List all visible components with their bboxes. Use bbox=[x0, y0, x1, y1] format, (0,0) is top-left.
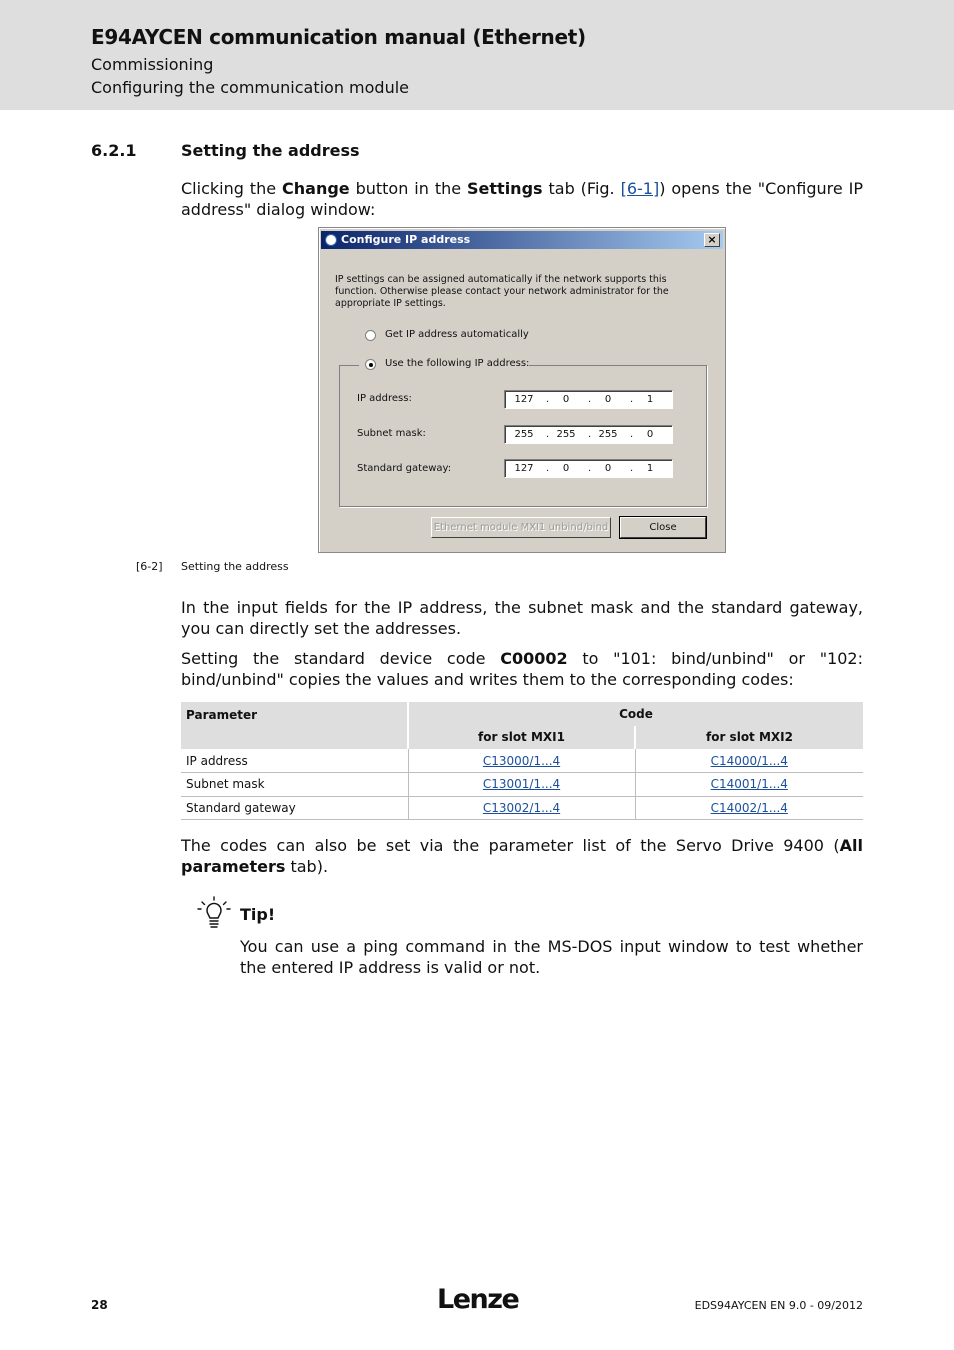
section-heading bbox=[91, 141, 360, 160]
code-link[interactable]: C13001/1...4 bbox=[482, 777, 561, 792]
gateway-label: Standard gateway: bbox=[357, 463, 452, 474]
octet: 255 bbox=[556, 429, 576, 440]
code-link[interactable]: C13000/1...4 bbox=[482, 753, 561, 768]
para4-text-1: The codes can also be set via the parameter list of the Servo Drive 9400 ( bbox=[181, 836, 840, 855]
header-code: Code bbox=[408, 702, 863, 726]
octet: 0 bbox=[604, 394, 612, 405]
breadcrumb-section: Configuring the communication module bbox=[91, 78, 410, 97]
intro-text-2: button in the bbox=[349, 179, 468, 198]
tip-text: You can use a ping command in the MS-DOS input window to test whether the entered IP address is valid or not. bbox=[240, 937, 863, 977]
header-parameter: Parameter bbox=[181, 702, 408, 749]
subnet-mask-label: Subnet mask: bbox=[357, 428, 426, 439]
close-button[interactable]: Close bbox=[620, 517, 706, 538]
ip-address-input[interactable]: 127 . 0 . 0 . 1 bbox=[504, 390, 673, 409]
table-row bbox=[181, 773, 863, 797]
document-id: EDS94AYCEN EN 9.0 - 09/2012 bbox=[694, 1299, 863, 1312]
octet: 0 bbox=[562, 394, 570, 405]
code-link[interactable]: C14001/1...4 bbox=[710, 777, 788, 792]
figure-number: [6-2] bbox=[136, 560, 163, 573]
figure-link-6-1[interactable]: [6-1] bbox=[620, 179, 660, 198]
mxi1-code-cell bbox=[408, 749, 635, 773]
lightbulb-icon bbox=[196, 896, 232, 930]
table-row bbox=[181, 749, 863, 773]
lenze-logo: Lenze bbox=[437, 1284, 519, 1315]
param-cell: IP address bbox=[181, 749, 408, 773]
all-parameters-bold: All parameters bbox=[181, 836, 863, 876]
para3-text-2: to "101: bind/unbind" or "102: bind/unbind" copies the values and writes them to the corresponding codes: bbox=[181, 649, 863, 689]
radio-manual-ip[interactable] bbox=[365, 359, 376, 370]
paragraph-parameter-list bbox=[181, 835, 863, 877]
dialog-titlebar bbox=[321, 231, 723, 249]
octet: 255 bbox=[598, 429, 618, 440]
section-number: 6.2.1 bbox=[91, 141, 137, 160]
octet: 0 bbox=[562, 463, 570, 474]
paragraph-device-code bbox=[181, 648, 863, 690]
radio-manual-ip-label: Use the following IP address: bbox=[385, 358, 530, 369]
octet: 1 bbox=[646, 463, 654, 474]
breadcrumb-chapter: Commissioning bbox=[91, 55, 214, 74]
code-link[interactable]: C14000/1...4 bbox=[710, 753, 788, 768]
radio-auto-ip[interactable] bbox=[365, 330, 376, 341]
intro-text-1: Clicking the bbox=[181, 179, 283, 198]
intro-bold-change: Change bbox=[282, 179, 350, 198]
octet: 127 bbox=[514, 394, 534, 405]
code-link[interactable]: C13002/1...4 bbox=[482, 800, 561, 815]
ip-address-label: IP address: bbox=[357, 393, 412, 404]
gateway-input[interactable]: 127 . 0 . 0 . 1 bbox=[504, 459, 673, 478]
paragraph-input-fields: In the input fields for the IP address, the subnet mask and the standard gateway, you can directly set the addresses. bbox=[181, 598, 863, 638]
octet: 1 bbox=[646, 394, 654, 405]
octet: 0 bbox=[604, 463, 612, 474]
mxi2-code-cell bbox=[635, 796, 863, 820]
section-title: Setting the address bbox=[181, 141, 360, 160]
param-cell: Subnet mask bbox=[181, 773, 408, 797]
configure-ip-dialog bbox=[318, 227, 726, 553]
document-title: E94AYCEN communication manual (Ethernet) bbox=[91, 25, 586, 49]
code-link[interactable]: C14002/1...4 bbox=[710, 800, 788, 815]
octet: 127 bbox=[514, 463, 534, 474]
para3-text-1: Setting the standard device code bbox=[181, 649, 501, 668]
intro-paragraph bbox=[181, 178, 863, 220]
subnet-mask-input[interactable]: 255 . 255 . 255 . 0 bbox=[504, 425, 673, 444]
page-number: 28 bbox=[91, 1298, 108, 1312]
mxi1-code-cell bbox=[408, 796, 635, 820]
unbind-bind-button[interactable]: Ethernet module MXI1 unbind/bind bbox=[431, 517, 611, 538]
table-header-row bbox=[181, 702, 863, 726]
tip-title: Tip! bbox=[240, 905, 276, 924]
code-c00002: C00002 bbox=[500, 649, 568, 668]
mxi2-code-cell bbox=[635, 773, 863, 797]
figure-caption: Setting the address bbox=[181, 560, 289, 573]
radio-auto-ip-label: Get IP address automatically bbox=[385, 329, 529, 340]
mxi2-code-cell bbox=[635, 749, 863, 773]
mxi1-code-cell bbox=[408, 773, 635, 797]
dialog-info-text: IP settings can be assigned automatically if the network supports this function. Otherwise please contact your network administrator for the appropriate IP settings. bbox=[335, 274, 669, 309]
octet: 0 bbox=[646, 429, 654, 440]
codes-table bbox=[181, 702, 863, 820]
close-icon[interactable]: × bbox=[704, 233, 720, 247]
intro-bold-settings: Settings bbox=[467, 179, 543, 198]
octet: 255 bbox=[514, 429, 534, 440]
intro-text-3: tab (Fig. bbox=[542, 179, 621, 198]
intro-text-4: ) opens the "Configure IP address" dialog window: bbox=[181, 179, 863, 219]
table-row bbox=[181, 796, 863, 820]
para4-text-2: tab). bbox=[285, 857, 329, 876]
header-slot-mxi1: for slot MXI1 bbox=[408, 726, 635, 750]
page-header bbox=[0, 0, 954, 110]
app-icon bbox=[325, 234, 337, 246]
header-slot-mxi2: for slot MXI2 bbox=[635, 726, 863, 750]
dialog-title: Configure IP address bbox=[341, 233, 471, 246]
param-cell: Standard gateway bbox=[181, 796, 408, 820]
